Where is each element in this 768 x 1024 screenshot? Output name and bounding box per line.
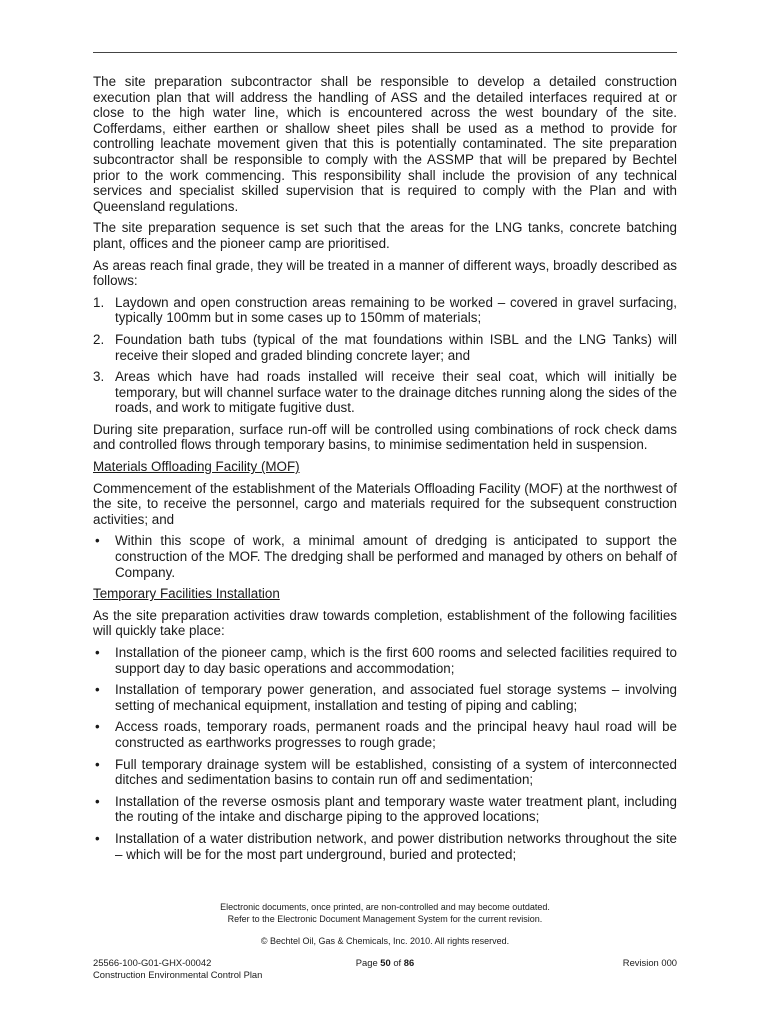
- footer-copyright: © Bechtel Oil, Gas & Chemicals, Inc. 2010. All rights reserved.: [260, 936, 510, 946]
- header-rule: [93, 52, 677, 53]
- section-heading-mof: Materials Offloading Facility (MOF): [93, 459, 300, 475]
- bullet-icon: •: [95, 830, 100, 846]
- bullet-icon: •: [95, 719, 100, 735]
- paragraph-final-grade: As areas reach final grade, they will be treated in a manner of different ways, broadly described as follows:: [93, 257, 677, 289]
- numbered-list-treatments: [93, 295, 677, 416]
- list-number: 1.: [93, 294, 105, 310]
- revision-label: Revision 000: [622, 957, 677, 968]
- section-heading-temporary-facilities: Temporary Facilities Installation: [93, 586, 280, 602]
- page-prefix: Page: [355, 957, 381, 968]
- list-item: [93, 757, 677, 788]
- list-number: 3.: [93, 369, 105, 385]
- list-item: [93, 794, 677, 825]
- list-item: [93, 645, 677, 676]
- footer-control-notice: [93, 901, 677, 925]
- list-item-text: Installation of temporary power generation, and associated fuel storage systems – involving setting of mechanical equipment, installation and testing of piping and cabling;: [115, 682, 677, 713]
- bullet-icon: •: [95, 533, 100, 549]
- list-item-text: Within this scope of work, a minimal amount of dredging is anticipated to support the construction of the MOF. The dredging shall be performed and managed by others on behalf of Company.: [115, 533, 677, 580]
- paragraph-site-prep-sequence: The site preparation sequence is set such that the areas for the LNG tanks, concrete batching plant, offices and the pioneer camp are prioritised.: [93, 220, 677, 251]
- list-item-text: Installation of the pioneer camp, which is the first 600 rooms and selected facilities required to support day to day basic operations and accommodation;: [115, 645, 677, 676]
- list-item: [93, 295, 677, 326]
- paragraph-surface-runoff: During site preparation, surface run-off will be controlled using combinations of rock check dams and controlled flows through temporary basins, to minimise sedimentation held in suspension.: [93, 421, 677, 453]
- list-item-text: Installation of a water distribution network, and power distribution networks throughout the site – which will be for the most part underground, buried and protected;: [115, 830, 677, 862]
- bullet-list-temporary-facilities: [93, 645, 677, 862]
- list-item: [93, 682, 677, 713]
- list-item-text: Foundation bath tubs (typical of the mat foundations within ISBL and the LNG Tanks) will receive their sloped and graded blinding concrete layer; and: [115, 331, 677, 363]
- document-number: 25566-100-G01-GHX-00042: [93, 957, 212, 968]
- bullet-icon: •: [95, 645, 100, 660]
- paragraph-temporary-facilities-intro: As the site preparation activities draw towards completion, establishment of the following facilities will quickly take place:: [93, 607, 677, 639]
- list-item: [93, 369, 677, 416]
- document-body: [93, 74, 677, 868]
- list-item-text: Laydown and open construction areas remaining to be worked – covered in gravel surfacing, typically 100mm but in some cases up to 150mm of materials;: [115, 294, 677, 326]
- bullet-list-mof: [93, 533, 677, 580]
- bullet-icon: •: [95, 793, 100, 809]
- list-item-text: Installation of the reverse osmosis plant and temporary waste water treatment plant, including the routing of the intake and discharge piping to the approved locations;: [115, 793, 677, 825]
- page-total: 86: [403, 957, 415, 968]
- paragraph-mof-commencement: Commencement of the establishment of the Materials Offloading Facility (MOF) at the northwest of the site, to receive the personnel, cargo and materials required for the subsequent construction activities; and: [93, 480, 677, 527]
- paragraph-site-prep-subcontractor: The site preparation subcontractor shall be responsible to develop a detailed construction execution plan that will address the handling of ASS and the detailed interfaces required at or close to the high water line, which is encountered across the west boundary of the site. Cofferdams, either earthen or shallow sheet piles shall be used as a method to provide for controlling leachate movement given that this is potentially contaminated. The site preparation subcontractor shall be responsible to comply with the ASSMP that will be prepared by Bechtel prior to the work commencing. This responsibility shall include the provision of any technical services and specialist skilled supervision that is required to comply with the Plan and with Queensland regulations.: [93, 74, 677, 214]
- list-item: [93, 533, 677, 580]
- list-item-text: Areas which have had roads installed will receive their seal coat, which will initially be temporary, but will channel surface water to the drainage ditches running along the sides of the roads, and work to mitigate fugitive dust.: [115, 369, 677, 416]
- footer-note-line: Electronic documents, once printed, are non-controlled and may become outdated.: [220, 902, 550, 912]
- bullet-icon: •: [95, 682, 100, 698]
- document-title: Construction Environmental Control Plan: [93, 969, 263, 980]
- page-of: of: [390, 957, 404, 968]
- list-item: [93, 719, 677, 750]
- list-item: [93, 332, 677, 363]
- page-number: [320, 957, 450, 968]
- page-current: 50: [380, 957, 391, 968]
- footer-document-info: [93, 957, 262, 981]
- list-item-text: Full temporary drainage system will be established, consisting of a system of interconnected ditches and sedimentation basins to contain run off and sedimentation;: [115, 756, 677, 788]
- list-item-text: Access roads, temporary roads, permanent roads and the principal heavy haul road will be constructed as earthworks progresses to rough grade;: [115, 719, 677, 750]
- footer-note-line: Refer to the Electronic Document Management System for the current revision.: [227, 914, 543, 924]
- list-number: 2.: [93, 331, 105, 347]
- list-item: [93, 831, 677, 862]
- bullet-icon: •: [95, 756, 100, 772]
